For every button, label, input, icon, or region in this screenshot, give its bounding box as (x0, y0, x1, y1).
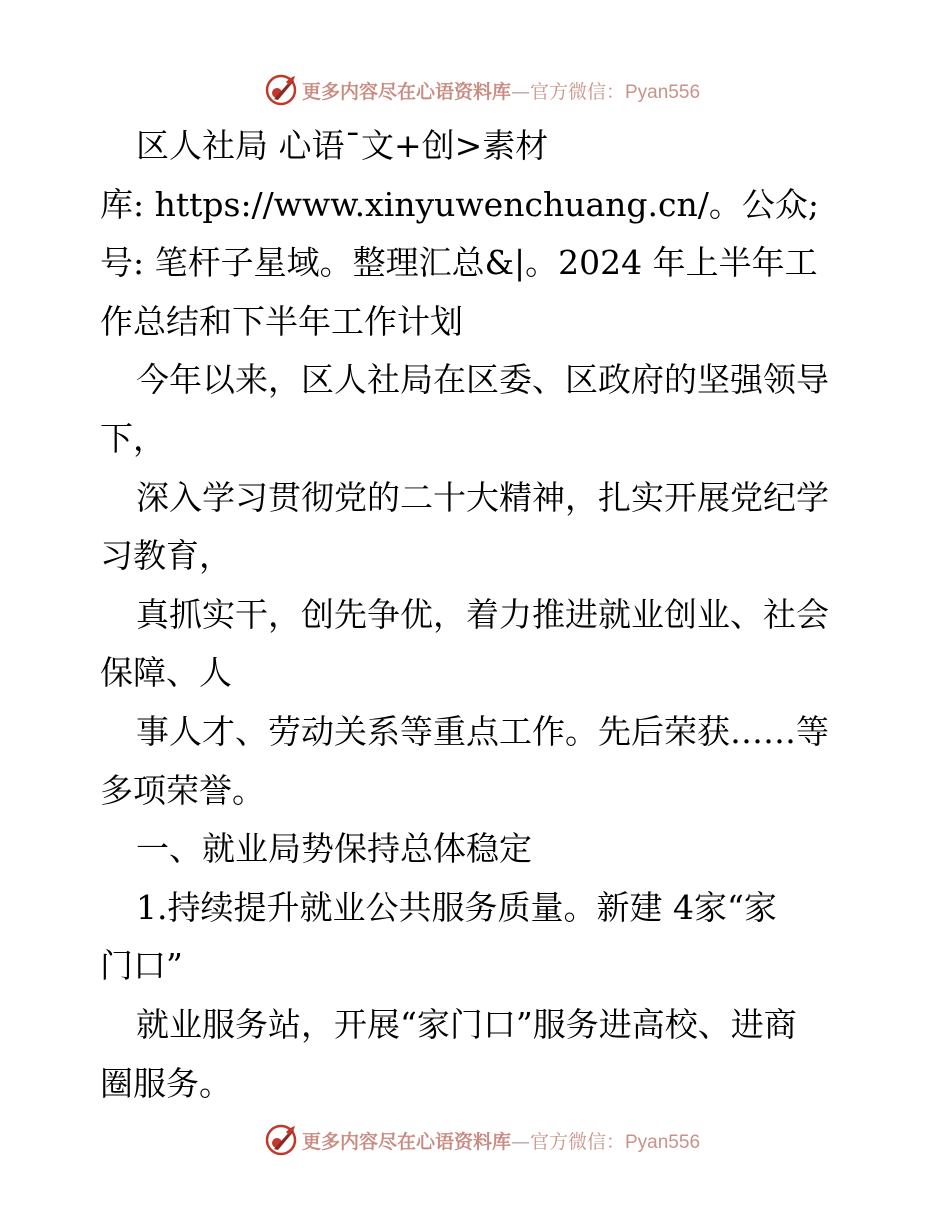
text-line-6: 下， (100, 418, 166, 458)
header-banner-wechat-id: Pyan556 (625, 81, 701, 103)
document-body (100, 117, 860, 1113)
header-banner-content (264, 73, 700, 107)
text-line-8: 习教育， (100, 536, 232, 576)
header-banner-separator: — (510, 80, 530, 103)
header-banner-label: 官方微信： (529, 80, 625, 103)
header-banner-text (302, 77, 700, 104)
header-banner-brand: 更多内容尽在心语资料库 (301, 80, 511, 103)
text-line-17: 圈服务。 (100, 1063, 232, 1103)
text-line-11: 事人才、劳动关系等重点工作。先后荣获……等 (136, 711, 829, 751)
text-line-14: 1.持续提升就业公共服务质量。新建 4家“家 (136, 887, 777, 927)
quill-logo-icon (264, 73, 298, 107)
footer-banner-wechat-id: Pyan556 (625, 1131, 701, 1153)
text-line-9: 真抓实干，创先争优，着力推进就业创业、社会 (136, 594, 829, 634)
text-line-5: 今年以来，区人社局在区委、区政府的坚强领导 (136, 360, 829, 400)
header-banner (0, 70, 950, 110)
footer-banner-brand: 更多内容尽在心语资料库 (301, 1130, 511, 1153)
footer-banner-separator: — (510, 1130, 530, 1153)
text-line-1: 区人社局 心语¯文+创>素材 (136, 126, 549, 165)
text-line-7: 深入学习贯彻党的二十大精神，扎实开展党纪学 (136, 477, 829, 517)
text-line-12: 多项荣誉。 (100, 770, 265, 810)
quill-logo-icon (264, 1123, 298, 1157)
footer-banner-text (302, 1127, 700, 1154)
text-line-4: 作总结和下半年工作计划 (100, 301, 463, 341)
footer-banner-label: 官方微信： (529, 1130, 625, 1153)
text-line-16: 就业服务站，开展“家门口”服务进高校、进商 (136, 1004, 797, 1044)
footer-banner-content (264, 1123, 700, 1157)
text-line-2: 库: https://www.xinyuwenchuang.cn/。公众; (100, 184, 819, 224)
text-line-10: 保障、人 (100, 653, 232, 693)
text-line-15: 门口” (100, 946, 183, 986)
footer-banner (0, 1120, 950, 1160)
text-line-3: 号: 笔杆子星域。整理汇总&|。2024 年上半年工 (100, 243, 818, 283)
section-heading-1: 一、就业局势保持总体稳定 (136, 829, 532, 869)
